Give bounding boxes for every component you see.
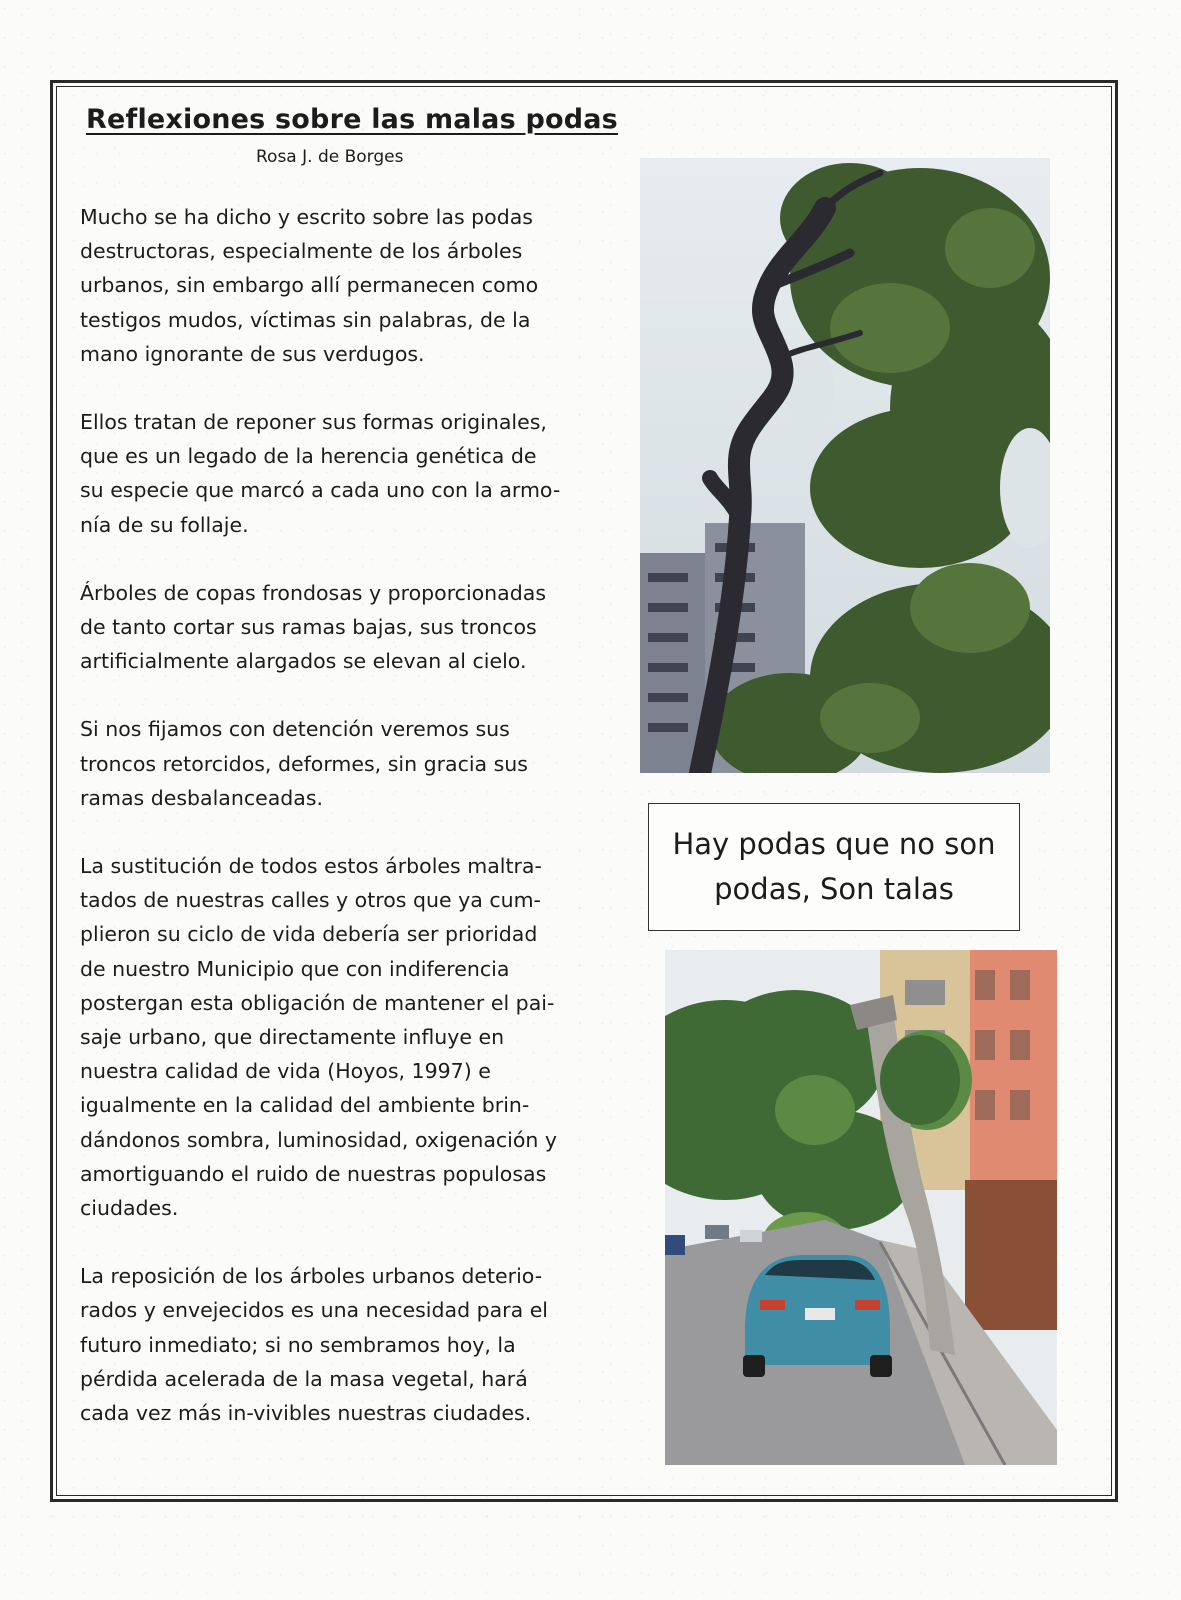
paragraph-2: Ellos tratan de reponer sus formas originales, que es un legado de la herencia genética de su especie que marcó a cada uno con la armo- nía de su follaje. <box>80 410 561 537</box>
paragraph-1: Mucho se ha dicho y escrito sobre las podas destructoras, especialmente de los árboles urbanos, sin embargo allí permanecen como testigos mudos, víctimas sin palabras, de la mano ignorante de sus verdugos. <box>80 205 539 366</box>
article-author: Rosa J. de Borges <box>256 147 404 167</box>
callout-text: Hay podas que no son podas, Son talas <box>672 827 996 906</box>
photo-street-tree <box>665 950 1057 1465</box>
paragraph-4: Si nos fijamos con detención veremos sus troncos retorcidos, deformes, sin gracia sus ramas desbalanceadas. <box>80 717 528 810</box>
paragraph-6: La reposición de los árboles urbanos deterio- rados y envejecidos es una necesidad para el futuro inmediato; si no sembramos hoy, la pérdida acelerada de la masa vegetal, hará cada vez más in-vivibles nuestras ciudades. <box>80 1264 548 1426</box>
article-title: Reflexiones sobre las malas podas <box>86 104 618 135</box>
paragraph-3: Árboles de copas frondosas y proporcionadas de tanto cortar sus ramas bajas, sus troncos artificialmente alargados se elevan al cielo. <box>80 580 546 674</box>
article-body <box>80 200 620 1464</box>
callout-box <box>648 803 1020 931</box>
photo-pruned-tree <box>640 158 1050 773</box>
paragraph-5: La sustitución de todos estos árboles maltra- tados de nuestras calles y otros que ya cum- plieron su ciclo de vida debería ser prioridad de nuestro Municipio que con indiferencia postergan esta obligación de mantener el pai- saje urbano, que directamente influye en nuestra calidad de vida (Hoyos, 1997) e igualmente en la calidad del ambiente brin- dándonos sombra, luminosidad, oxigenación y amortiguando el ruido de nuestras populosas ciudades. <box>80 854 558 1221</box>
